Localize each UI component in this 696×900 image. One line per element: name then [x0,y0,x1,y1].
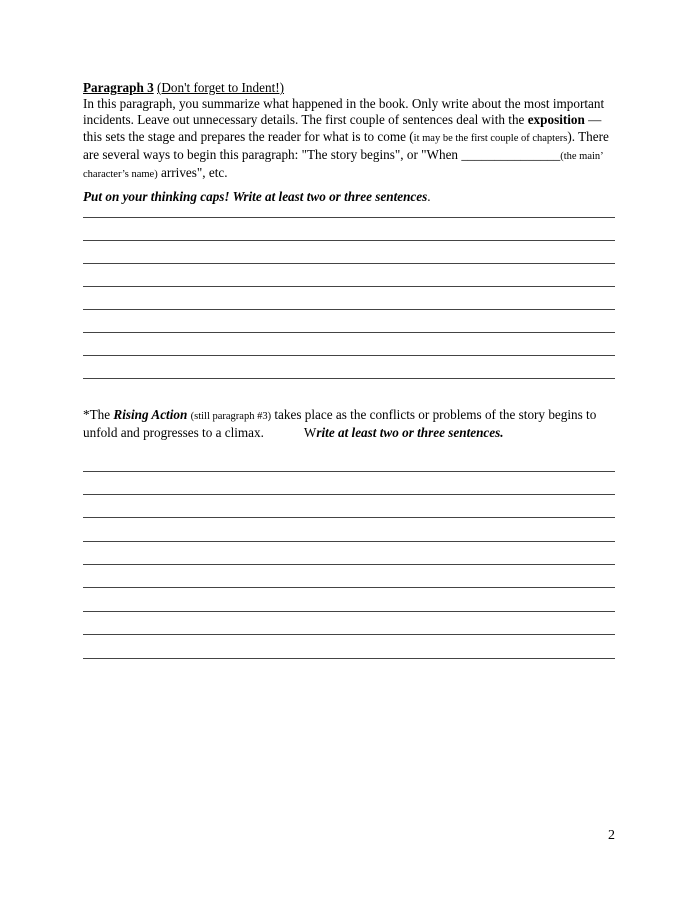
writing-line[interactable] [83,332,615,333]
heading-title: Paragraph 3 [83,80,154,95]
intro-text-2: — this sets the stage and prepares the reader for what is to come ( [83,112,602,144]
exposition-term: exposition [527,112,585,128]
intro-instructions [83,96,615,183]
page-number: 2 [608,828,615,843]
rising-action-instructions [83,407,615,441]
writing-line[interactable] [83,587,615,588]
intro-text-4: arrives", etc. [157,165,228,181]
rising-instruction-w: W [303,425,317,441]
prompt-1 [83,189,615,205]
writing-line[interactable] [83,217,615,218]
rising-small-note: (still paragraph #3) [190,411,272,423]
writing-line[interactable] [83,564,615,565]
writing-line[interactable] [83,378,615,379]
writing-line[interactable] [83,309,615,310]
prompt-1-text: Put on your thinking caps! Write at least two or three sentences [83,189,428,205]
rising-instruction: rite at least two or three sentences. [316,425,504,441]
intro-text-3: ). There are several ways to begin this paragraph: "The story begins", or "When [83,128,609,162]
writing-line[interactable] [83,634,615,635]
paragraph-heading [83,80,615,96]
writing-line[interactable] [83,494,615,495]
writing-line[interactable] [83,355,615,356]
writing-lines-2[interactable] [83,442,615,682]
writing-line[interactable] [83,240,615,241]
writing-line[interactable] [83,611,615,612]
writing-line[interactable] [83,263,615,264]
heading-note: (Don't forget to Indent!) [157,80,285,95]
name-blank: _______________ [461,146,561,162]
name-blank-hint: (the main’ character’s name) [83,150,603,181]
worksheet-page [83,80,615,682]
writing-line[interactable] [83,658,615,659]
rising-action-term: Rising Action [113,407,188,423]
writing-lines-1[interactable] [83,205,615,395]
writing-line[interactable] [83,471,615,472]
writing-line[interactable] [83,541,615,542]
intro-text-1: In this paragraph, you summarize what happened in the book. Only write about the most important incidents. Leave out unnecessary details. The first couple of sentences deal with the [83,96,605,128]
prompt-1-end: . [427,189,431,205]
writing-line[interactable] [83,517,615,518]
writing-line[interactable] [83,286,615,287]
rising-text: takes place as the conflicts or problems of the story begins to unfold and progresses to a climax. [83,407,597,441]
rising-prefix: *The [83,407,114,423]
intro-small-note: it may be the first couple of chapters [413,132,568,144]
